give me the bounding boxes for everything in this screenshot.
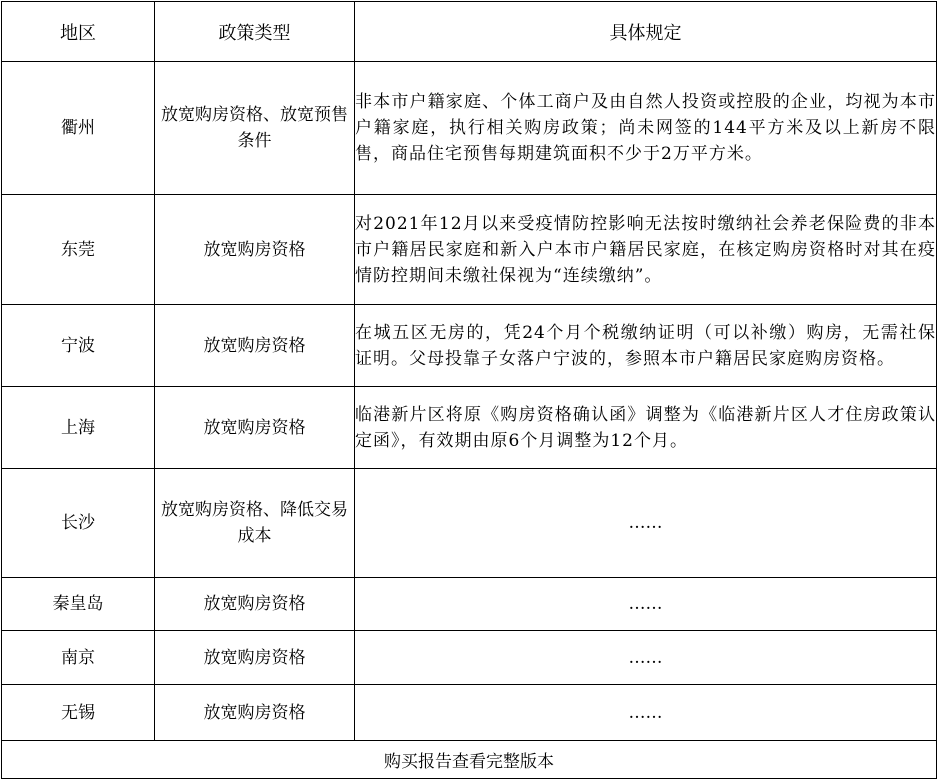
table-row: [2, 195, 937, 305]
table-row: [2, 62, 937, 195]
region-cell: 秦皇岛: [2, 578, 155, 631]
header-policy-type: 政策类型: [155, 2, 355, 62]
policy-type-cell: 放宽购房资格: [155, 578, 355, 631]
table-row: [2, 578, 937, 631]
header-row: [2, 2, 937, 62]
details-cell: 临港新片区将原《购房资格确认函》调整为《临港新片区人才住房政策认定函》，有效期由原6个月调整为12个月。: [355, 387, 937, 469]
footer-note: 购买报告查看完整版本: [2, 741, 937, 779]
table-row: [2, 631, 937, 685]
details-cell: ……: [355, 631, 937, 685]
table-row: [2, 387, 937, 469]
policy-type-cell: 放宽购房资格、放宽预售条件: [155, 62, 355, 195]
details-cell: 在城五区无房的，凭24个月个税缴纳证明（可以补缴）购房，无需社保证明。父母投靠子女落户宁波的，参照本市户籍居民家庭购房资格。: [355, 305, 937, 387]
policy-type-cell: 放宽购房资格: [155, 685, 355, 741]
policy-type-cell: 放宽购房资格: [155, 195, 355, 305]
policy-table: [1, 1, 937, 779]
details-cell: ……: [355, 469, 937, 578]
region-cell: 宁波: [2, 305, 155, 387]
details-cell: 非本市户籍家庭、个体工商户及由自然人投资或控股的企业，均视为本市户籍家庭，执行相关购房政策；尚未网签的144平方米及以上新房不限售，商品住宅预售每期建筑面积不少于2万平方米。: [355, 62, 937, 195]
policy-type-cell: 放宽购房资格: [155, 387, 355, 469]
table-row: [2, 685, 937, 741]
policy-type-cell: 放宽购房资格、降低交易成本: [155, 469, 355, 578]
policy-type-cell: 放宽购房资格: [155, 631, 355, 685]
details-cell: ……: [355, 578, 937, 631]
details-cell: 对2021年12月以来受疫情防控影响无法按时缴纳社会养老保险费的非本市户籍居民家庭和新入户本市户籍居民家庭，在核定购房资格时对其在疫情防控期间未缴社保视为“连续缴纳”。: [355, 195, 937, 305]
region-cell: 衢州: [2, 62, 155, 195]
header-region: 地区: [2, 2, 155, 62]
details-cell: ……: [355, 685, 937, 741]
table-row: [2, 469, 937, 578]
footer-row: [2, 741, 937, 779]
region-cell: 上海: [2, 387, 155, 469]
region-cell: 长沙: [2, 469, 155, 578]
region-cell: 无锡: [2, 685, 155, 741]
table-row: [2, 305, 937, 387]
header-details: 具体规定: [355, 2, 937, 62]
region-cell: 东莞: [2, 195, 155, 305]
region-cell: 南京: [2, 631, 155, 685]
policy-type-cell: 放宽购房资格: [155, 305, 355, 387]
